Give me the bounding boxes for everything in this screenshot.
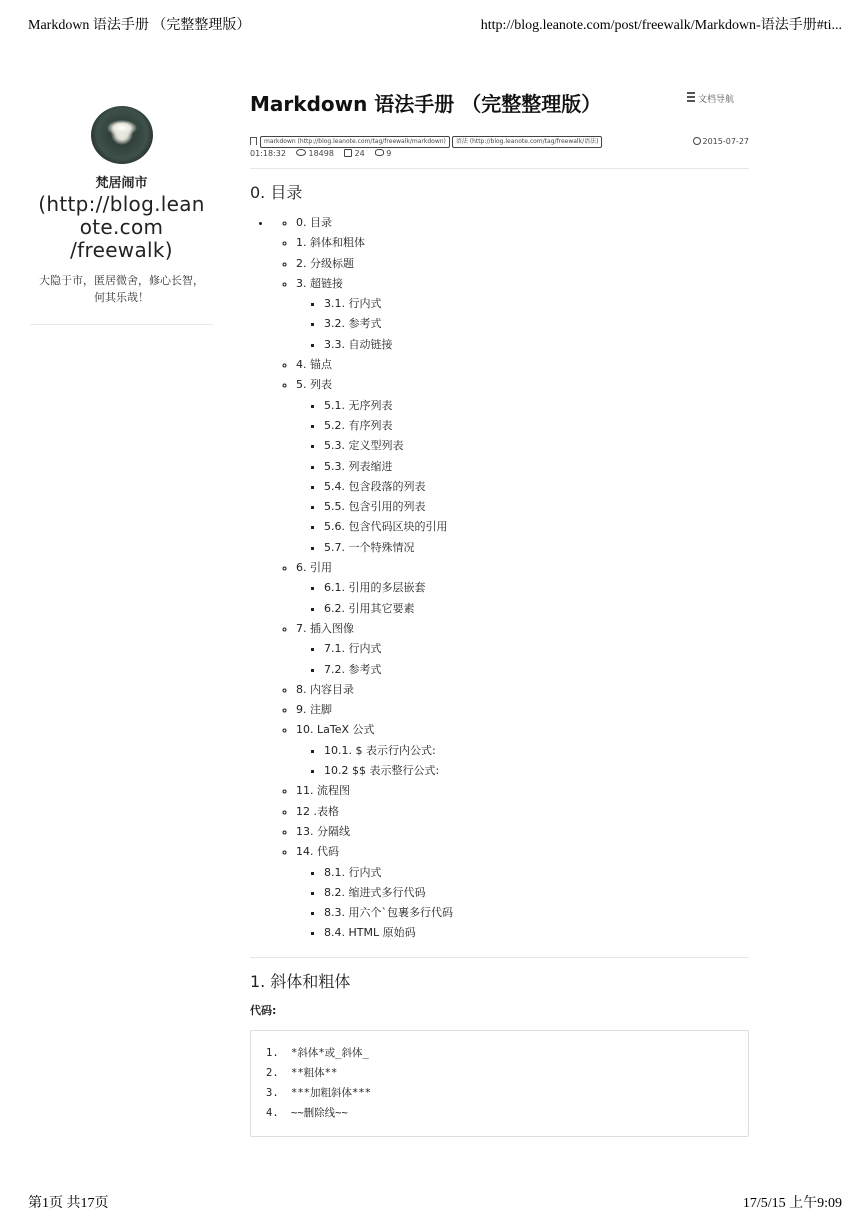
toc-sublist (296, 741, 749, 782)
comments-value: 9 (386, 149, 392, 158)
publish-date (693, 136, 750, 148)
thumbs-up-icon (344, 149, 352, 157)
toc-subitem[interactable]: ▪ 5.1. 无序列表 (324, 396, 749, 416)
toc-link[interactable]: 9. 注脚 (296, 703, 332, 717)
toc-list (264, 213, 749, 944)
likes-count[interactable] (344, 149, 364, 158)
blog-url-line: (http://blog.lean (38, 192, 205, 216)
views-count (296, 149, 333, 158)
toc-subitem[interactable]: ▪ 5.5. 包含引用的列表 (324, 497, 749, 517)
toc-link[interactable]: 1. 斜体和粗体 (296, 236, 365, 250)
print-footer (28, 1192, 842, 1212)
toc-item[interactable] (296, 558, 749, 619)
table-of-contents (250, 213, 749, 944)
toc-subitem[interactable]: ▪ 10.2 $$ 表示整行公式: (324, 761, 749, 781)
section-divider (250, 957, 749, 958)
toc-subitem[interactable]: ▪ 8.4. HTML 原始码 (324, 923, 749, 943)
toc-item[interactable] (296, 781, 749, 801)
toc-subitem[interactable]: ▪ 6.2. 引用其它要素 (324, 599, 749, 619)
print-header-url: http://blog.leanote.com/post/freewalk/Markdown-语法手册#ti... (480, 18, 842, 33)
comment-icon (375, 149, 384, 156)
toc-item[interactable] (296, 355, 749, 375)
toc-link[interactable]: 3. 超链接 (296, 276, 343, 290)
toc-sublist (296, 578, 749, 619)
bookmark-icon (250, 137, 257, 145)
code-label: 代码: (250, 1003, 277, 1017)
toc-link[interactable]: 13. 分隔线 (296, 824, 350, 838)
toc-link[interactable]: 14. 代码 (296, 845, 339, 859)
toc-item[interactable] (296, 619, 749, 680)
toc-subitem[interactable]: ▪ 3.3. 自动链接 (324, 335, 749, 355)
toc-link[interactable]: 7. 插入图像 (296, 621, 354, 635)
toc-item[interactable] (296, 720, 749, 781)
section-heading-toc: 0. 目录 (250, 183, 303, 202)
views-value: 18498 (308, 149, 334, 158)
toc-subitem[interactable]: ▪ 8.3. 用六个`包裹多行代码 (324, 903, 749, 923)
toc-subitem[interactable]: ▪ 5.6. 包含代码区块的引用 (324, 517, 749, 537)
toc-item[interactable] (296, 842, 749, 943)
toc-link[interactable]: 0. 目录 (296, 216, 332, 229)
blog-name[interactable]: 梵居闹市 (95, 176, 148, 191)
article-meta (250, 136, 749, 160)
article-title: Markdown 语法手册 （完整整理版） (250, 92, 602, 116)
toc-subitem[interactable]: ▪ 5.3. 定义型列表 (324, 436, 749, 456)
toc-item[interactable] (296, 233, 749, 253)
toc-subitem[interactable]: ▪ 6.1. 引用的多层嵌套 (324, 578, 749, 598)
toc-item[interactable] (296, 254, 749, 274)
toc-sublist (296, 396, 749, 558)
article (250, 90, 749, 1137)
clock-icon (693, 137, 701, 145)
section-heading-italic-bold: 1. 斜体和粗体 (250, 971, 351, 991)
toc-link[interactable]: 12 .表格 (296, 804, 339, 818)
toc-link[interactable]: 5. 列表 (296, 378, 332, 392)
publish-date-text: 2015-07-27 (702, 137, 749, 146)
toc-subitem[interactable]: ▪ 7.2. 参考式 (324, 660, 749, 680)
avatar[interactable] (91, 106, 153, 164)
toc-root (272, 213, 749, 944)
toc-link[interactable]: 6. 引用 (296, 561, 332, 575)
toc-sublist (296, 639, 749, 680)
publish-time: 01:18:32 (250, 149, 286, 158)
blog-sidebar (30, 106, 213, 325)
toc-subitem[interactable]: ▪ 5.3. 列表缩进 (324, 457, 749, 477)
toc-item[interactable] (296, 700, 749, 720)
blog-url-line: /freewalk) (70, 238, 173, 262)
blog-url[interactable] (30, 193, 213, 262)
blog-description-line: 大隐于市，匿居微舍，修心长智， (39, 274, 204, 287)
print-datetime: 17/5/15 上午9:09 (742, 1196, 842, 1211)
toc-subitem[interactable]: ▪ 3.2. 参考式 (324, 314, 749, 334)
blog-description-line: 何其乐哉！ (94, 291, 149, 304)
toc-link[interactable]: 8. 内容目录 (296, 682, 354, 696)
print-header (28, 14, 842, 34)
toc-subitem[interactable]: ▪ 8.2. 缩进式多行代码 (324, 883, 749, 903)
meta-divider (250, 168, 749, 169)
toc-item[interactable] (296, 822, 749, 842)
toc-link[interactable]: 4. 锚点 (296, 358, 332, 372)
toc-subitem[interactable]: ▪ 5.7. 一个特殊情况 (324, 538, 749, 558)
comments-count[interactable] (375, 149, 391, 158)
toc-subitem[interactable]: ▪ 7.1. 行内式 (324, 639, 749, 659)
toc-link[interactable]: 2. 分级标题 (296, 256, 354, 270)
toc-item[interactable] (296, 375, 749, 558)
toc-subitem[interactable]: ▪ 5.2. 有序列表 (324, 416, 749, 436)
eye-icon (296, 149, 306, 156)
code-line: 2. **粗体** (285, 1063, 730, 1083)
toc-item[interactable] (296, 802, 749, 822)
toc-sublist (296, 863, 749, 944)
toc-sublist (296, 294, 749, 355)
toc-item[interactable] (296, 213, 749, 233)
tag-link[interactable]: 语法 (http://blog.leanote.com/tag/freewalk/语法) (452, 136, 603, 148)
likes-value: 24 (354, 149, 365, 158)
toc-item[interactable] (296, 274, 749, 355)
code-line: 1. *斜体*或_斜体_ (285, 1043, 730, 1063)
tag-link[interactable]: markdown (http://blog.leanote.com/tag/freewalk/markdown) (260, 136, 450, 148)
toc-subitem[interactable]: ▪ 3.1. 行内式 (324, 294, 749, 314)
toc-link[interactable]: 10. LaTeX 公式 (296, 723, 375, 737)
toc-item[interactable] (296, 680, 749, 700)
page-count: 第1页 共17页 (28, 1196, 109, 1211)
doc-nav-link[interactable] (687, 92, 734, 105)
blog-description (30, 272, 213, 306)
code-block (250, 1030, 749, 1137)
doc-nav-label: 文档导航 (697, 95, 734, 105)
code-line: 3. ***加粗斜体*** (285, 1083, 730, 1103)
toc-subitem[interactable]: ▪ 8.1. 行内式 (324, 863, 749, 883)
toc-subitem[interactable]: ▪ 10.1. $ 表示行内公式: (324, 741, 749, 761)
print-header-title: Markdown 语法手册 （完整整理版） (28, 18, 251, 33)
list-icon (687, 92, 695, 102)
toc-subitem[interactable]: ▪ 5.4. 包含段落的列表 (324, 477, 749, 497)
code-line: 4. ~~删除线~~ (285, 1103, 730, 1123)
blog-url-line: ote.com (79, 215, 164, 239)
toc-link[interactable]: 11. 流程图 (296, 784, 350, 798)
sidebar-divider (30, 324, 213, 325)
